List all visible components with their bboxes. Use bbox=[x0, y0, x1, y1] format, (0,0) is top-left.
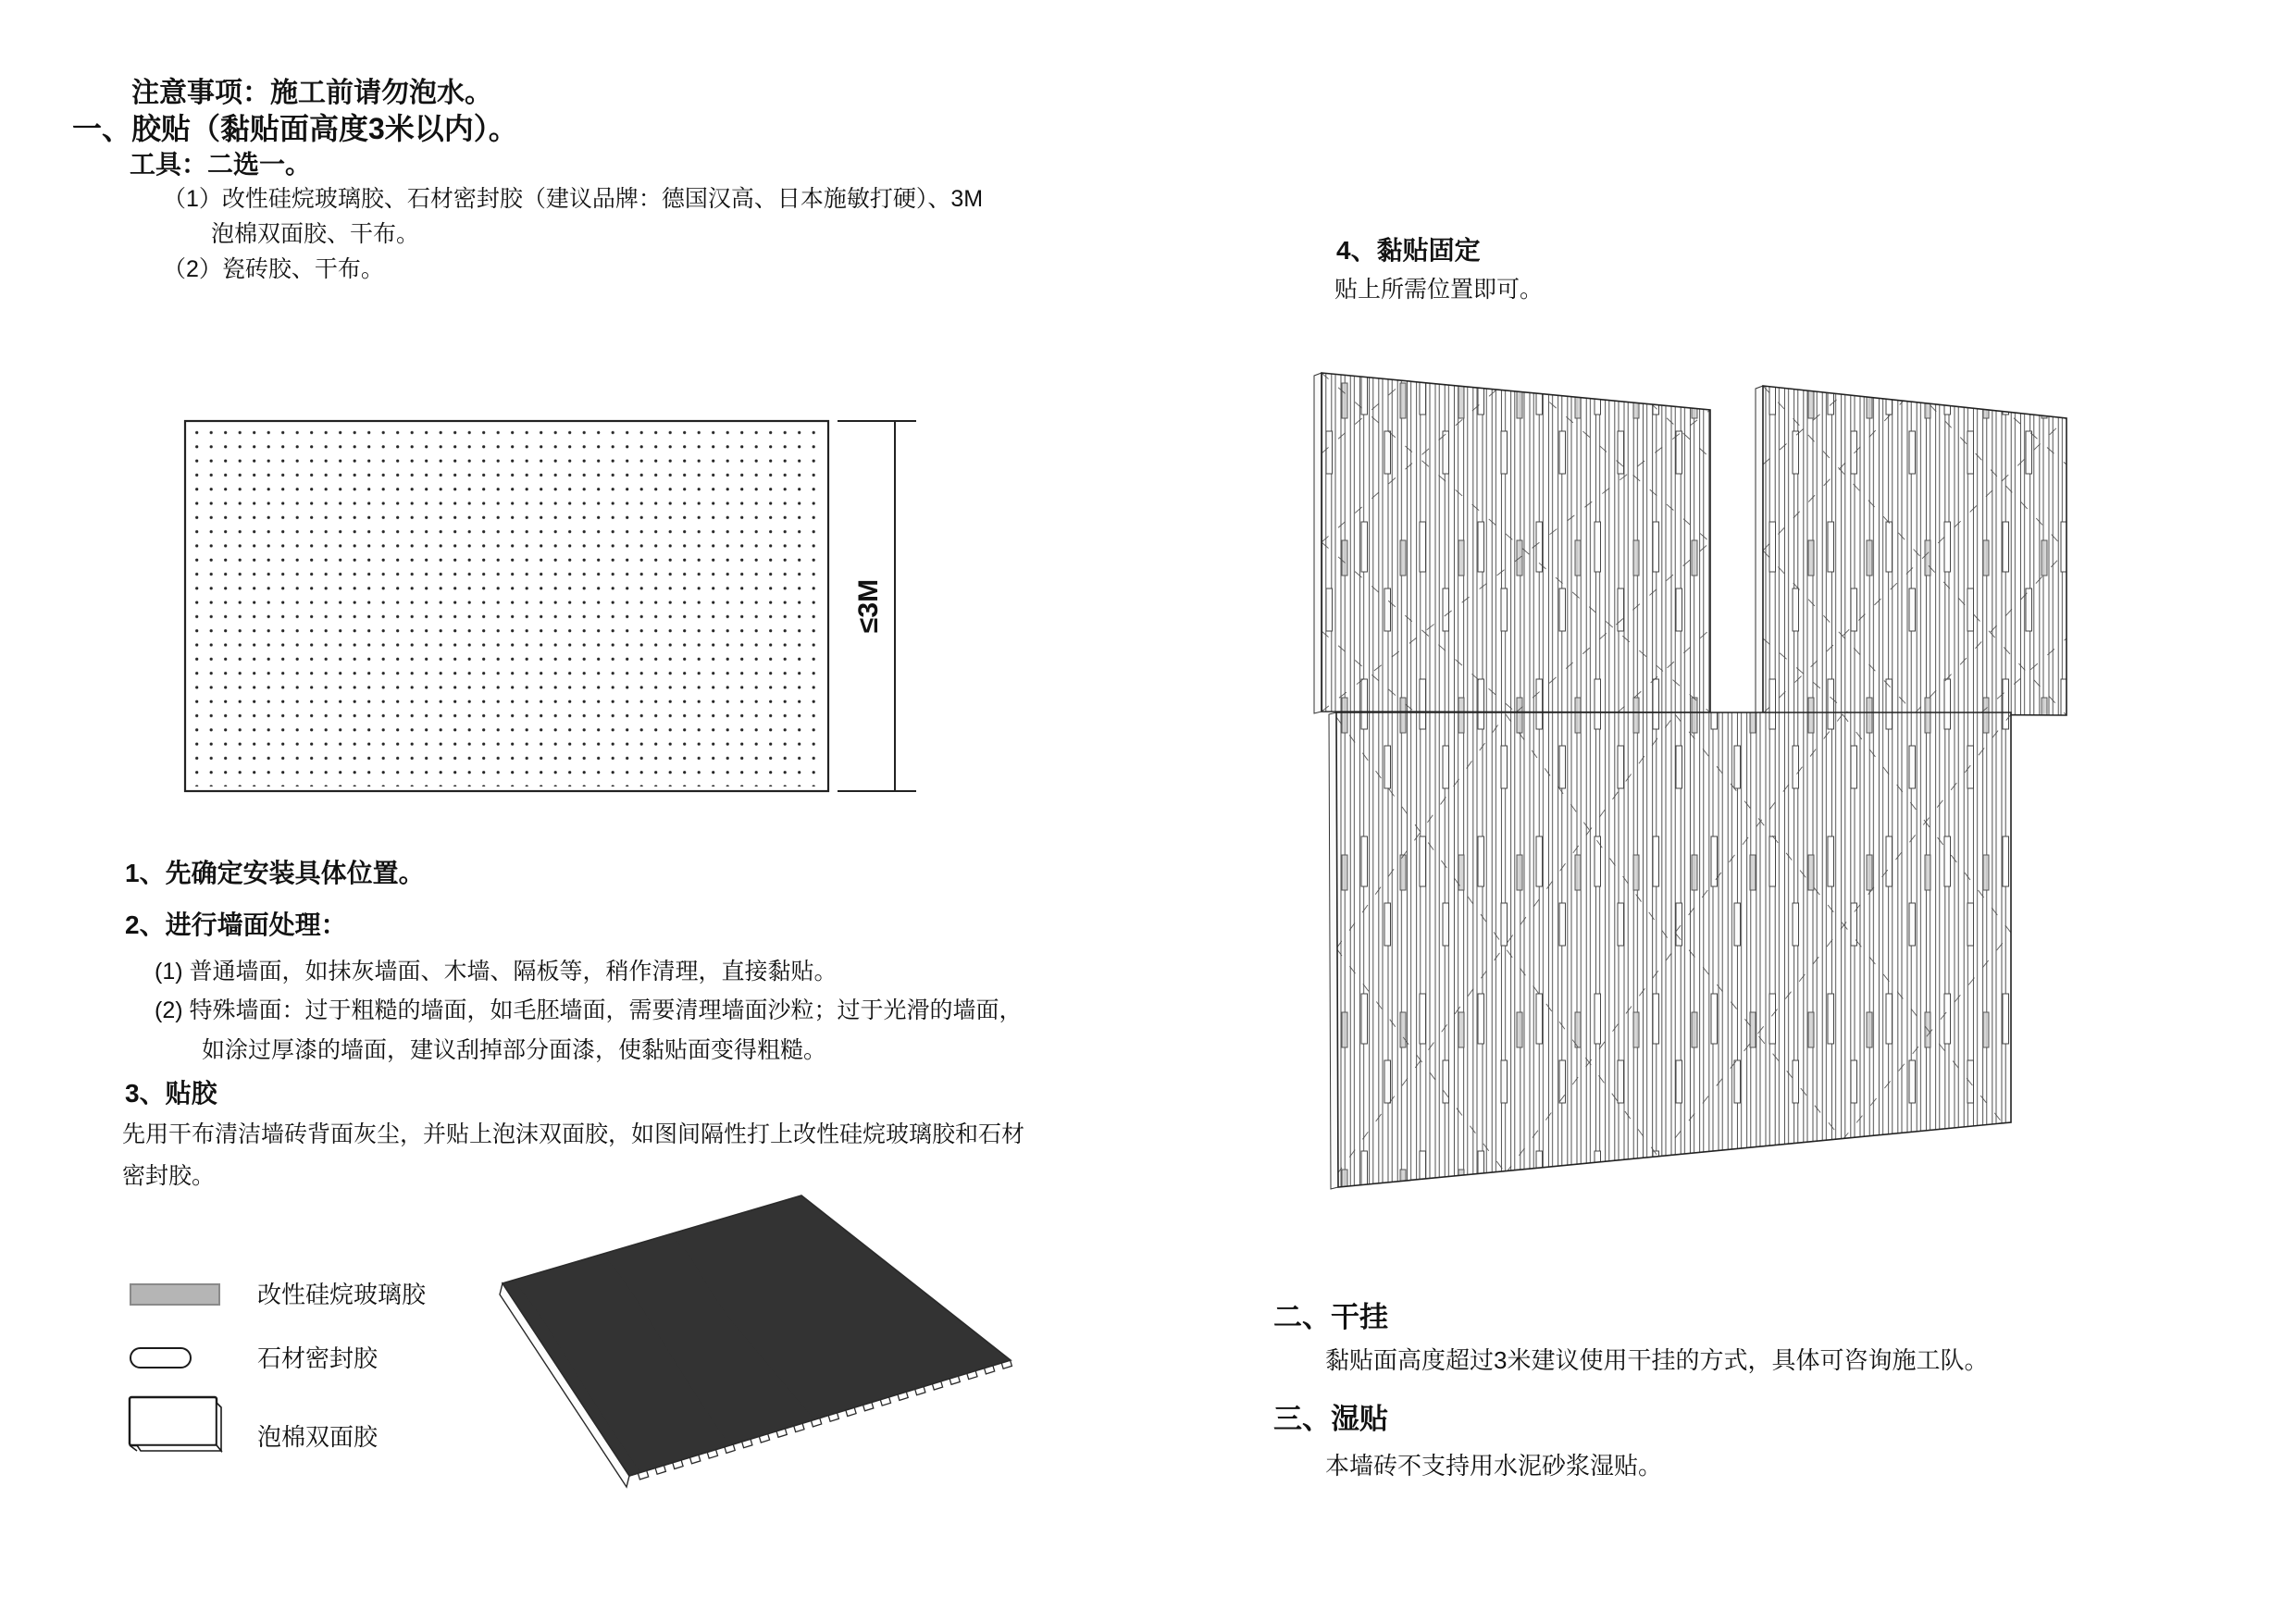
section2-body: 黏贴面高度超过3米建议使用干挂的方式，具体可咨询施工队。 bbox=[1325, 1346, 1989, 1374]
step1-line: 1、先确定安装具体位置。 bbox=[125, 859, 425, 887]
legend-label-foam-tape: 泡棉双面胶 bbox=[257, 1423, 379, 1451]
tile-back-adhesive-illustration bbox=[463, 1175, 1046, 1545]
legend-gray-strip-swatch bbox=[130, 1283, 220, 1306]
step2-sub2-line2: 如涂过厚漆的墙面，建议刮掉部分面漆，使黏贴面变得粗糙。 bbox=[202, 1037, 827, 1063]
tool-option1-line1: （1）改性硅烷玻璃胶、石材密封胶（建议品牌：德国汉高、日本施敏打硬）、3M bbox=[163, 186, 984, 212]
board-height-dimension-label: ≤3M bbox=[853, 578, 884, 634]
step3-body-line2: 密封胶。 bbox=[122, 1163, 216, 1189]
legend-sealant-bead-swatch bbox=[130, 1347, 192, 1368]
panel-top-left bbox=[1314, 365, 1721, 726]
section1-heading: 一、胶贴（黏贴面高度3米以内）。 bbox=[72, 112, 518, 145]
legend-label-silane-glue: 改性硅烷玻璃胶 bbox=[257, 1281, 427, 1308]
tool-option2: （2）瓷砖胶、干布。 bbox=[163, 256, 384, 282]
step3-body-line1: 先用干布清洁墙砖背面灰尘，并贴上泡沫双面胶，如图间隔性打上改性硅烷玻璃胶和石材 bbox=[122, 1121, 1025, 1147]
step2-sub2-line1: (2) 特殊墙面：过于粗糙的墙面，如毛胚墙面，需要清理墙面沙粒；过于光滑的墙面， bbox=[155, 997, 1023, 1023]
step4-heading: 4、黏贴固定 bbox=[1336, 236, 1481, 265]
dotted-board-diagram bbox=[180, 416, 921, 800]
section3-heading: 三、湿贴 bbox=[1273, 1403, 1388, 1435]
step3-heading: 3、贴胶 bbox=[125, 1079, 217, 1108]
step4-body: 贴上所需位置即可。 bbox=[1334, 277, 1544, 303]
wall-panels-illustration bbox=[1296, 352, 2184, 1240]
step2-line: 2、进行墙面处理： bbox=[125, 910, 347, 939]
panel-top-right bbox=[1756, 379, 2076, 726]
board-dot-grid bbox=[191, 427, 824, 786]
tool-option1-line2: 泡棉双面胶、干布。 bbox=[211, 221, 420, 247]
section2-heading: 二、干挂 bbox=[1273, 1301, 1388, 1333]
tools-label: 工具：二选一。 bbox=[130, 150, 312, 179]
step2-sub1: (1) 普通墙面，如抹灰墙面、木墙、隔板等，稍作清理，直接黏贴。 bbox=[155, 959, 838, 985]
legend-foam-tape-pad-swatch bbox=[128, 1395, 228, 1456]
legend-label-stone-sealant: 石材密封胶 bbox=[257, 1344, 379, 1372]
sealant-bead bbox=[591, 1188, 995, 1489]
section3-body: 本墙砖不支持用水泥砂浆湿贴。 bbox=[1325, 1452, 1663, 1480]
note-line: 注意事项：施工前请勿泡水。 bbox=[131, 78, 492, 108]
panel-bottom bbox=[1329, 705, 2018, 1195]
